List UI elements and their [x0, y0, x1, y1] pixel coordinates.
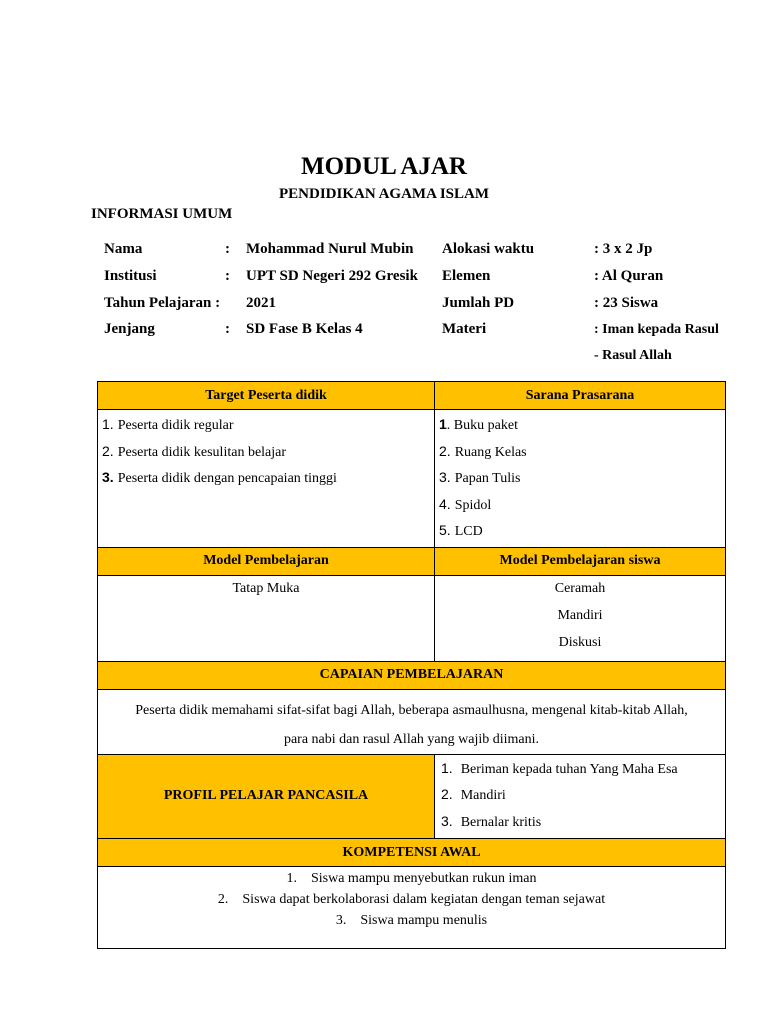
- cell-profil-list: [435, 754, 726, 839]
- list-item: 1. Buku paket: [439, 416, 518, 433]
- header-capaian-pembelajaran: CAPAIAN PEMBELAJARAN: [98, 661, 726, 689]
- section-informasi-umum: INFORMASI UMUM: [91, 206, 233, 222]
- label-materi: Materi: [442, 321, 487, 337]
- list-item: 1. Beriman kepada tuhan Yang Maha Esa: [441, 759, 678, 777]
- capaian-line-1: Peserta didik memahami sifat-sifat bagi Allah, beberapa asmaulhusna, mengenal kitab-kitab Allah,: [135, 702, 688, 718]
- cell-kompetensi: [98, 867, 726, 949]
- list-item: Diskusi: [558, 634, 602, 650]
- value-alokasi-waktu: : 3 x 2 Jp: [594, 241, 653, 257]
- list-item: Ceramah: [554, 580, 606, 596]
- list-item: 3. Bernalar kritis: [441, 812, 542, 830]
- list-item: 2. Peserta didik kesulitan belajar: [102, 442, 287, 460]
- list-item: 3. Papan Tulis: [439, 469, 521, 486]
- cell-capaian: [98, 689, 726, 754]
- list-item: 1. Siswa mampu menyebutkan rukun iman: [286, 871, 537, 886]
- value-tahun-pelajaran: 2021: [246, 295, 276, 311]
- document-subtitle: PENDIDIKAN AGAMA ISLAM: [278, 186, 489, 202]
- list-item: 5. LCD: [439, 522, 483, 539]
- header-target-peserta-didik: Target Peserta didik: [98, 382, 435, 410]
- cell-model-pembelajaran: [98, 575, 435, 661]
- value-elemen: : Al Quran: [594, 268, 664, 284]
- value-institusi: UPT SD Negeri 292 Gresik: [246, 268, 418, 284]
- header-profil-pelajar-pancasila: PROFIL PELAJAR PANCASILA: [98, 754, 435, 839]
- value-jumlah-pd: : 23 Siswa: [594, 295, 659, 311]
- list-item: 3. Siswa mampu menulis: [335, 913, 488, 928]
- label-jenjang: Jenjang: [104, 321, 155, 337]
- model-value: Tatap Muka: [232, 580, 300, 596]
- label-institusi: Institusi: [104, 268, 157, 284]
- list-item: 4. Spidol: [439, 495, 492, 513]
- sep-institusi: :: [225, 268, 230, 284]
- header-sarana-prasarana: Sarana Prasarana: [435, 382, 726, 410]
- list-item: 3. Peserta didik dengan pencapaian tinggi: [102, 469, 337, 486]
- cell-target-list: [98, 410, 435, 548]
- list-item: 1. Peserta didik regular: [102, 416, 234, 433]
- label-tahun-pelajaran: Tahun Pelajaran :: [104, 295, 221, 311]
- header-model-pembelajaran-siswa: Model Pembelajaran siswa: [435, 547, 726, 575]
- list-item: Mandiri: [557, 607, 603, 623]
- label-elemen: Elemen: [442, 268, 491, 284]
- document-title: MODUL AJAR: [301, 153, 467, 180]
- header-kompetensi-awal: KOMPETENSI AWAL: [98, 839, 726, 867]
- cell-model-siswa: [435, 575, 726, 661]
- list-item: 2. Mandiri: [441, 786, 506, 803]
- label-jumlah-pd: Jumlah PD: [442, 295, 515, 311]
- modul-table: [97, 381, 726, 949]
- header-model-pembelajaran: Model Pembelajaran: [98, 547, 435, 575]
- sep-nama: :: [225, 241, 230, 257]
- label-nama: Nama: [104, 241, 143, 257]
- list-item: 2. Ruang Kelas: [439, 442, 527, 460]
- label-alokasi-waktu: Alokasi waktu: [442, 241, 535, 257]
- list-item: 2. Siswa dapat berkolaborasi dalam kegiatan dengan teman sejawat: [217, 892, 606, 907]
- value-nama: Mohammad Nurul Mubin: [246, 241, 414, 257]
- value-materi-continued: - Rasul Allah: [594, 348, 672, 363]
- value-materi: : Iman kepada Rasul: [594, 322, 719, 337]
- value-jenjang: SD Fase B Kelas 4: [246, 321, 363, 337]
- cell-sarana-list: [435, 410, 726, 548]
- capaian-line-2: para nabi dan rasul Allah yang wajib diimani.: [283, 731, 540, 747]
- sep-jenjang: :: [225, 321, 230, 337]
